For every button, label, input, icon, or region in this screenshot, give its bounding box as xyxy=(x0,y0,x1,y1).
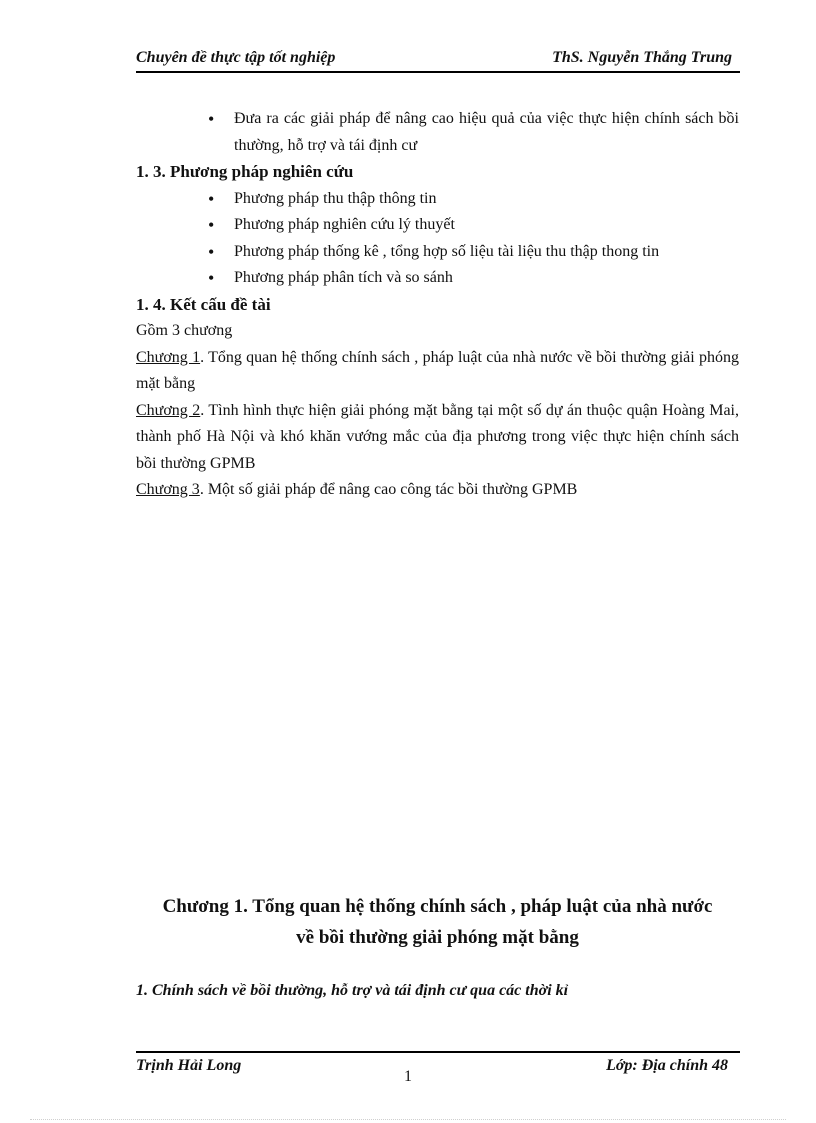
list-item: • Phương pháp nghiên cứu lý thuyết xyxy=(136,212,739,239)
header-course-title: Chuyên đề thực tập tốt nghiệp xyxy=(136,49,336,66)
chapter-text: . Một số giải pháp để nâng cao công tác bồi thường GPMB xyxy=(199,481,578,498)
page-content xyxy=(136,106,739,504)
section-heading-methods: 1. 3. Phương pháp nghiên cứu xyxy=(136,162,354,181)
chapter-heading xyxy=(136,891,739,953)
header-supervisor: ThS. Nguyễn Thắng Trung xyxy=(552,49,732,66)
chapter-label: Chương 3 xyxy=(136,481,200,498)
chapter-label: Chương 1 xyxy=(136,348,201,366)
structure-intro: Gồm 3 chương xyxy=(136,322,233,339)
list-item: • Phương pháp thu thập thông tin xyxy=(136,186,739,213)
footer-author: Trịnh Hải Long xyxy=(136,1057,242,1074)
objectives-list xyxy=(136,106,739,159)
subsection-heading: 1. Chính sách về bồi thường, hỗ trợ và tái định cư qua các thời kỉ xyxy=(136,982,569,999)
page-number: 1 xyxy=(404,1068,412,1085)
footer-class: Lớp: Địa chính 48 xyxy=(606,1057,728,1074)
chapter-heading-line: Chương 1. Tổng quan hệ thống chính sách , pháp luật của nhà nước xyxy=(162,896,713,917)
chapter-heading-line: về bồi thường giải phóng mặt bằng xyxy=(296,927,579,948)
section-heading-structure: 1. 4. Kết cấu đề tài xyxy=(136,294,271,314)
list-item: • Phương pháp phân tích và so sánh xyxy=(136,265,739,292)
chapter-text: . Tổng quan hệ thống chính sách , pháp luật của nhà nước về bồi thường giải phóng mặt bằng xyxy=(136,348,740,392)
list-item: • Đưa ra các giải pháp để nâng cao hiệu quả của việc thực hiện chính sách bồi thường, hỗ trợ và tái định cư xyxy=(136,106,739,159)
chapter-label: Chương 2 xyxy=(136,401,201,419)
page-edge-divider xyxy=(30,1119,786,1120)
chapter-summary-1 xyxy=(136,345,739,398)
list-item: • Phương pháp thống kê , tổng hợp số liệu tài liệu thu thập thong tin xyxy=(136,239,739,266)
chapter-summary-3 xyxy=(136,477,739,504)
chapter-summary-2 xyxy=(136,398,739,478)
chapter-text: . Tình hình thực hiện giải phóng mặt bằng tại một số dự án thuộc quận Hoàng Mai, thành phố Hà Nội và khó khăn vướng mắc của địa phương trong việc thực hiện chính sách bồi thường GPMB xyxy=(136,401,739,472)
methods-list xyxy=(136,186,739,292)
page-header xyxy=(136,47,740,73)
